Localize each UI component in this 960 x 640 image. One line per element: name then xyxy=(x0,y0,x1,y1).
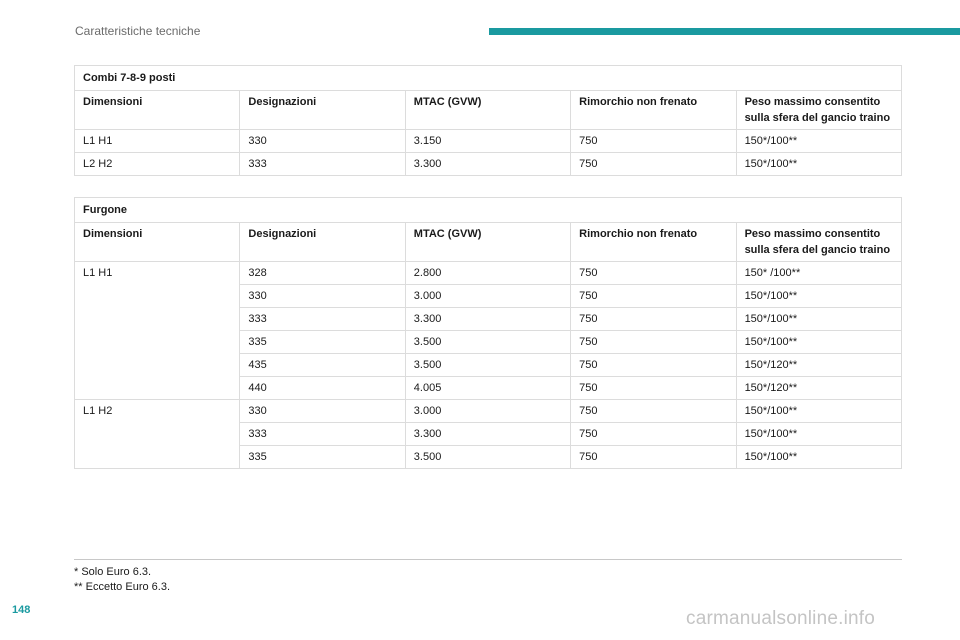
table-title-row xyxy=(75,66,902,91)
footnote-1: * Solo Euro 6.3. xyxy=(74,566,152,578)
table-cell: 3.500 xyxy=(405,331,570,354)
column-header: MTAC (GVW) xyxy=(405,223,570,262)
column-header: Peso massimo consentito sulla sfera del gancio traino xyxy=(736,91,901,130)
table-cell: 750 xyxy=(571,354,736,377)
table-cell: 335 xyxy=(240,331,405,354)
table-cell: 335 xyxy=(240,446,405,469)
table-title: Furgone xyxy=(75,198,902,223)
footnote-2: ** Eccetto Euro 6.3. xyxy=(74,581,170,593)
table-row xyxy=(75,400,902,423)
table-cell: 750 xyxy=(571,377,736,400)
table-cell: 150*/100** xyxy=(736,331,901,354)
table-cell: 435 xyxy=(240,354,405,377)
table-cell: 750 xyxy=(571,308,736,331)
table-cell: 330 xyxy=(240,400,405,423)
dimension-cell: L1 H2 xyxy=(75,400,240,469)
table-cell: 330 xyxy=(240,130,405,153)
table-cell: 4.005 xyxy=(405,377,570,400)
page-section-title: Caratteristiche tecniche xyxy=(75,24,201,38)
dimension-cell: L1 H1 xyxy=(75,130,240,153)
table-title-row xyxy=(75,198,902,223)
page-number: 148 xyxy=(12,604,31,616)
table-cell: 3.300 xyxy=(405,153,570,176)
table-row xyxy=(75,130,902,153)
table-cell: 150* /100** xyxy=(736,262,901,285)
watermark: carmanualsonline.info xyxy=(686,608,876,629)
table-cell: 328 xyxy=(240,262,405,285)
table-cell: 150*/100** xyxy=(736,285,901,308)
table-cell: 750 xyxy=(571,331,736,354)
table-cell: 150*/100** xyxy=(736,446,901,469)
table-cell: 2.800 xyxy=(405,262,570,285)
table-cell: 150*/120** xyxy=(736,377,901,400)
table-row xyxy=(75,153,902,176)
table-cell: 333 xyxy=(240,308,405,331)
table-cell: 150*/100** xyxy=(736,153,901,176)
table-cell: 440 xyxy=(240,377,405,400)
column-header: MTAC (GVW) xyxy=(405,91,570,130)
table-cell: 3.150 xyxy=(405,130,570,153)
table-cell: 330 xyxy=(240,285,405,308)
column-header: Rimorchio non frenato xyxy=(571,91,736,130)
table-cell: 750 xyxy=(571,262,736,285)
table-cell: 150*/100** xyxy=(736,400,901,423)
footnote-divider xyxy=(74,559,902,560)
table-cell: 750 xyxy=(571,423,736,446)
table-cell: 3.300 xyxy=(405,423,570,446)
table-header-row xyxy=(75,91,902,130)
table-cell: 150*/120** xyxy=(736,354,901,377)
table-cell: 750 xyxy=(571,400,736,423)
table-cell: 150*/100** xyxy=(736,423,901,446)
column-header: Designazioni xyxy=(240,91,405,130)
table-cell: 150*/100** xyxy=(736,130,901,153)
dimension-cell: L2 H2 xyxy=(75,153,240,176)
column-header: Rimorchio non frenato xyxy=(571,223,736,262)
dimension-cell: L1 H1 xyxy=(75,262,240,400)
table-cell: 3.000 xyxy=(405,400,570,423)
table-cell: 750 xyxy=(571,285,736,308)
column-header: Dimensioni xyxy=(75,91,240,130)
table-cell: 150*/100** xyxy=(736,308,901,331)
table-title: Combi 7-8-9 posti xyxy=(75,66,902,91)
table-cell: 3.000 xyxy=(405,285,570,308)
table-cell: 3.500 xyxy=(405,446,570,469)
table-cell: 750 xyxy=(571,446,736,469)
table-header-row xyxy=(75,223,902,262)
table-cell: 333 xyxy=(240,153,405,176)
table-cell: 750 xyxy=(571,130,736,153)
column-header: Dimensioni xyxy=(75,223,240,262)
column-header: Designazioni xyxy=(240,223,405,262)
column-header: Peso massimo consentito sulla sfera del gancio traino xyxy=(736,223,901,262)
table-cell: 333 xyxy=(240,423,405,446)
table-row xyxy=(75,262,902,285)
table-cell: 3.300 xyxy=(405,308,570,331)
footnotes xyxy=(74,565,170,595)
spec-table-furgone xyxy=(74,197,902,469)
table-cell: 3.500 xyxy=(405,354,570,377)
table-cell: 750 xyxy=(571,153,736,176)
spec-table-combi xyxy=(74,65,902,176)
header-accent-bar xyxy=(489,28,960,35)
